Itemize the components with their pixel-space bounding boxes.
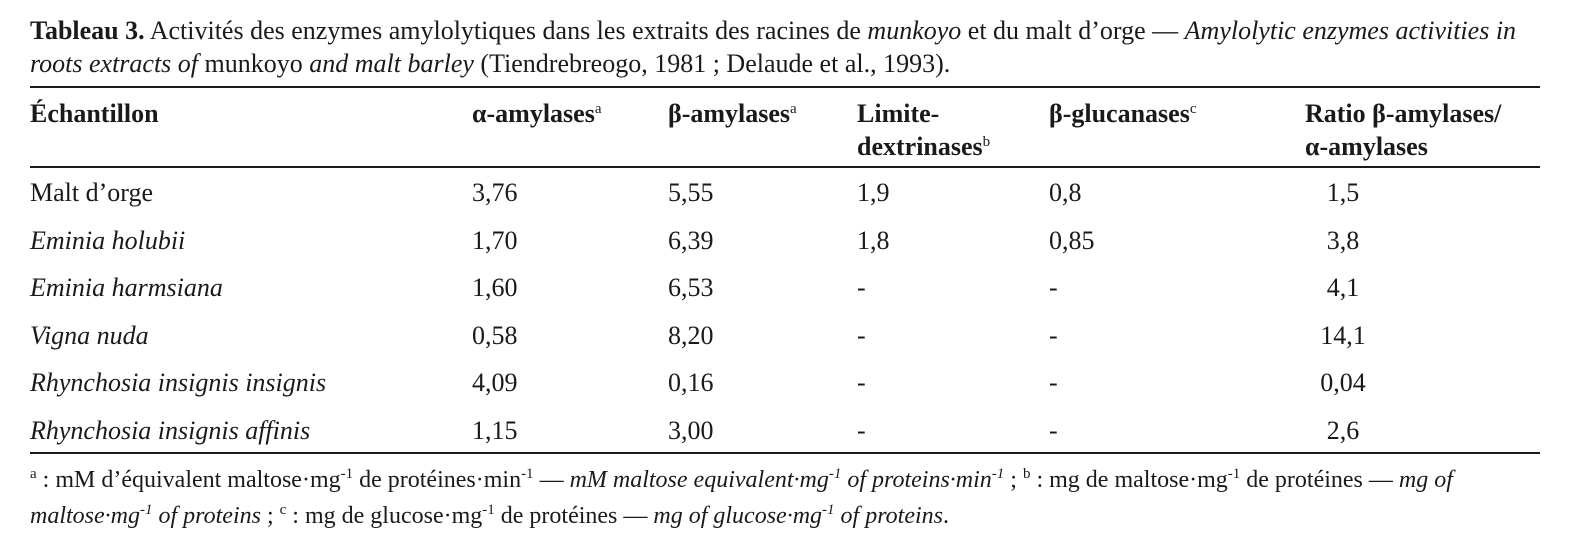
cell-beta-glucanases: -: [1049, 415, 1058, 445]
cell-sample: Rhynchosia insignis insignis: [30, 368, 327, 397]
cell-sample: Eminia harmsiana: [30, 273, 223, 302]
cell-limit-dextrinases: -: [857, 273, 866, 302]
top-rule: [30, 86, 1540, 88]
caption-en-italic2: and malt barley: [309, 49, 474, 78]
cell-beta-amylases: 0,16: [668, 368, 714, 397]
cell-sample: Eminia holubii: [30, 225, 186, 255]
cell-alpha-amylases: 1,15: [472, 415, 518, 445]
caption-fr-italic: munkoyo: [867, 16, 962, 45]
cell-beta-amylases: 6,53: [668, 273, 714, 302]
header-ratio: Ratio β-amylases/ α-amylases: [1305, 99, 1502, 161]
cell-limit-dextrinases: -: [857, 320, 866, 350]
caption-en-italic1: Amylolytic enzymes activities in roots extracts of: [30, 16, 1517, 78]
cell-alpha-amylases: 1,60: [472, 273, 518, 302]
header-beta-glucanases: β-glucanases$^c$: [1049, 99, 1197, 128]
cell-alpha-amylases: 4,09: [472, 368, 518, 397]
cell-beta-glucanases: 0,8: [1049, 178, 1082, 207]
cell-beta-glucanases: 0,85: [1049, 225, 1095, 255]
cell-alpha-amylases: 0,58: [472, 320, 518, 350]
cell-alpha-amylases: 1,70: [472, 225, 518, 255]
cell-ratio: 4,1: [1326, 273, 1360, 302]
cell-beta-glucanases: -: [1049, 273, 1058, 302]
header-alpha-amylases: α-amylases$^a$: [472, 99, 602, 128]
cell-ratio: 2,6: [1326, 415, 1360, 445]
cell-limit-dextrinases: -: [857, 368, 866, 397]
cell-ratio: 0,04: [1320, 368, 1366, 397]
cell-sample: Malt d’orge: [30, 178, 153, 207]
cell-sample: Vigna nuda: [30, 320, 149, 350]
header-beta-amylases: β-amylases$^a$: [668, 99, 797, 128]
cell-sample: Rhynchosia insignis affinis: [30, 415, 311, 445]
cell-beta-amylases: 8,20: [668, 320, 714, 350]
cell-alpha-amylases: 3,76: [472, 178, 518, 207]
cell-limit-dextrinases: 1,9: [857, 178, 890, 207]
header-sample: Échantillon: [30, 99, 159, 128]
caption-fr-text2: et du malt d’orge —: [967, 16, 1179, 45]
cell-beta-glucanases: -: [1049, 368, 1058, 397]
cell-beta-amylases: 5,55: [668, 178, 714, 207]
cell-ratio: 14,1: [1320, 320, 1366, 350]
table-footnote: $^a$ : mM d’équivalent $maltose\cdot mg^{-1}$ de $protéines\cdot\min^{-1}$ — mM maltose $equivalent\cdot mg^{-1}$ of $proteins\cdot\min^{-1}$ ; $^b$ : mg de $maltose\cdot mg^{-1}$ de protéines — mg of $maltose\cdot mg^{-1}$ of proteins ; $^c$ : mg de $glucose\cdot mg^{-1}$ de protéines — mg of $glucose\cdot mg^{-1}$ of proteins.: [30, 466, 1453, 529]
cell-beta-amylases: 6,39: [668, 225, 714, 255]
cell-beta-amylases: 3,00: [668, 415, 714, 445]
cell-limit-dextrinases: -: [857, 415, 866, 445]
caption-en-plain: munkoyo: [204, 49, 303, 78]
header-limit-dextrinases: Limite- dextrinases$^b$: [857, 99, 991, 161]
caption-label: Tableau 3.: [30, 16, 145, 45]
caption-fr-text: Activités des enzymes amylolytiques dans les extraits des racines de: [149, 16, 861, 45]
cell-limit-dextrinases: 1,8: [857, 225, 890, 255]
caption-reference: (Tiendrebreogo, 1981 ; Delaude et al., 1993).: [480, 49, 951, 78]
table-caption: [30, 14, 1540, 80]
cell-ratio: 1,5: [1326, 178, 1360, 207]
bottom-rule: [30, 452, 1540, 454]
header-rule: [30, 166, 1540, 168]
cell-beta-glucanases: -: [1049, 320, 1058, 350]
cell-ratio: 3,8: [1326, 225, 1360, 255]
